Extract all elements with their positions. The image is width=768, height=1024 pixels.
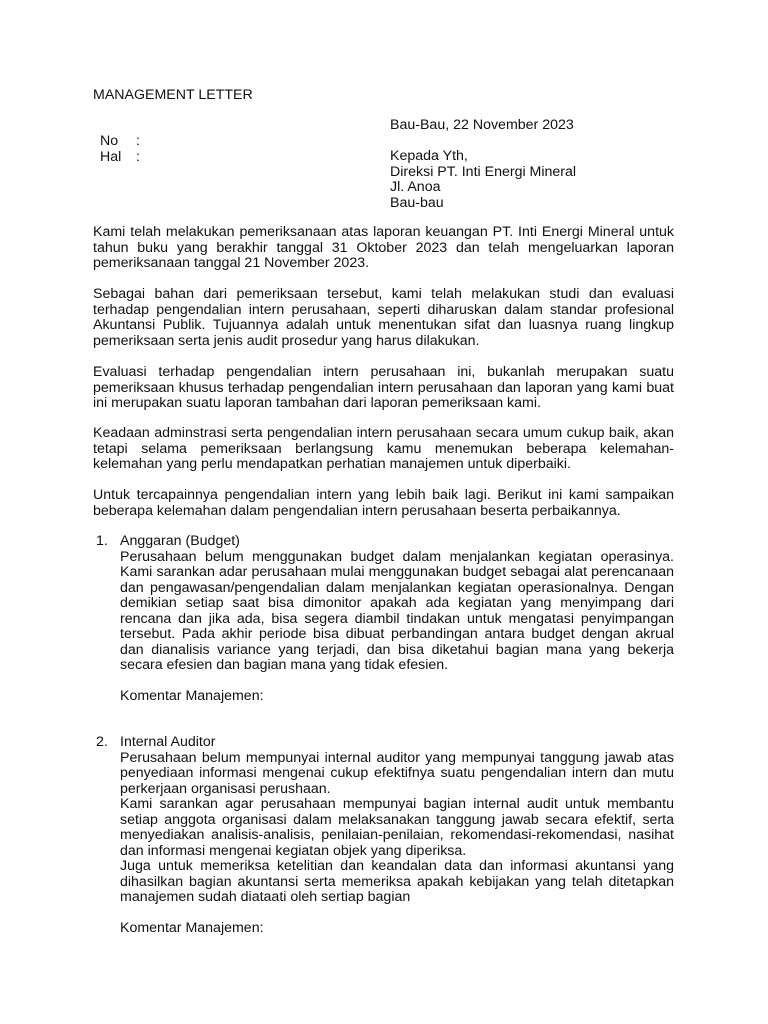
paragraph-improvement: Untuk tercapainnya pengendalian intern yang lebih baik lagi. Berikut ini kami sampaikan beberapa kelemahan dalam pengendalian intern perusahaan beserta perbaikannya. [93,487,674,519]
meta-row-number [100,134,140,150]
list-item-heading: Internal Auditor [120,734,216,750]
list-item-heading: Anggaran (Budget) [120,533,240,549]
letter-meta [100,134,140,165]
management-comment-label: Komentar Manajemen: [120,688,264,704]
list-item-body [120,534,674,705]
letter-title: MANAGEMENT LETTER [93,87,253,103]
recipient-line: Kepada Yth, [390,148,468,164]
meta-label: No [100,133,119,149]
list-item-paragraph: Perusahaan belum menggunakan budget dalam menjalankan kegiatan operasinya. Kami sarankan adar perusahaan mulai menggunakan budget sebagai alat perencanaan dan pengawasan/pengendalian dalam menjalankan kegiatan operasionalnya. Dengan demikian setiap saat bisa dimonitor apakah ada kegiatan yang menyimpang dari rencana dan jika ada, bisa segera diambil tindakan untuk mengatasi penyimpangan tersebut. Pada akhir periode bisa dibuat perbandingan antara budget dengan akrual dan dianalisis variance yang terjadi, dan bisa diketahui bagian mana yang bekerja secara efesien dan bagian mana yang tidak efesien. [120,548,674,673]
meta-separator: : [136,148,140,165]
meta-row-subject [100,150,140,166]
list-item-paragraph: Kami sarankan agar perusahaan mempunyai bagian internal audit untuk membantu setiap anggota organisasi dalam melaksanakan tanggung jawab secara efektif, serta menyediakan analisis-analisis, penilaian-penilaian, rekomendasi-rekomendasi, nasihat dan informasi mengenai kegiatan objek yang diperiksa. [120,796,674,859]
letter-date: Bau-Bau, 22 November 2023 [390,117,574,133]
recipient-line: Bau-bau [390,194,444,211]
meta-separator: : [136,133,140,149]
paragraph-condition: Keadaan adminstrasi serta pengendalian intern perusahaan secara umum cukup baik, akan tetapi selama pemeriksaan berlangsung kamu menemukan beberapa kelemahan-kelemahan yang perlu mendapatkan perhatian manajemen untuk diperbaiki. [93,425,674,472]
list-item-number: 1. [96,533,108,549]
list-item-paragraph: Perusahaan belum mempunyai internal auditor yang mempunyai tanggung jawab atas penyediaan informasi mengenai cukup efektifnya suatu pengendalian intern dan mutu perkerjaan organisasi perushaan. [120,749,674,797]
paragraph-intro: Kami telah melakukan pemeriksanaan atas laporan keuangan PT. Inti Energi Mineral untuk tahun buku yang berakhir tanggal 31 Oktober 2023 dan telah mengeluarkan laporan pemeriksanaan tanggal 21 November 2023. [93,224,674,271]
list-item-body [120,735,674,937]
recipient-line: Direksi PT. Inti Energi Mineral [390,163,577,180]
meta-label: Hal [100,148,122,165]
paragraph-scope: Sebagai bahan dari pemeriksaan tersebut, kami telah melakukan studi dan evaluasi terhadap pengendalian intern perusahaan, seperti diharuskan dalam standar profesional Akuntansi Publik. Tujuannya adalah untuk menentukan sifat dan luasnya ruang lingkup pemeriksaan serta jenis audit prosedur yang harus dilakukan. [93,286,674,349]
management-comment-label: Komentar Manajemen: [120,920,264,936]
recipient-block [390,149,576,211]
paragraph-evaluation: Evaluasi terhadap pengendalian intern perusahaan ini, bukanlah merupakan suatu pemeriksaan khusus terhadap pengendalian intern perusahaan dan laporan yang kami buat ini merupakan suatu laporan tambahan dari laporan pemeriksaan kami. [93,364,674,411]
list-item-paragraph: Juga untuk memeriksa ketelitian dan keandalan data dan informasi akuntansi yang dihasilkan bagian akuntansi serta memeriksa apakah kebijakan yang telah ditetapkan manajemen sudah diataati oleh sertiap bagian [120,858,674,905]
recipient-line: Jl. Anoa [390,179,441,195]
list-item-number: 2. [96,734,108,750]
